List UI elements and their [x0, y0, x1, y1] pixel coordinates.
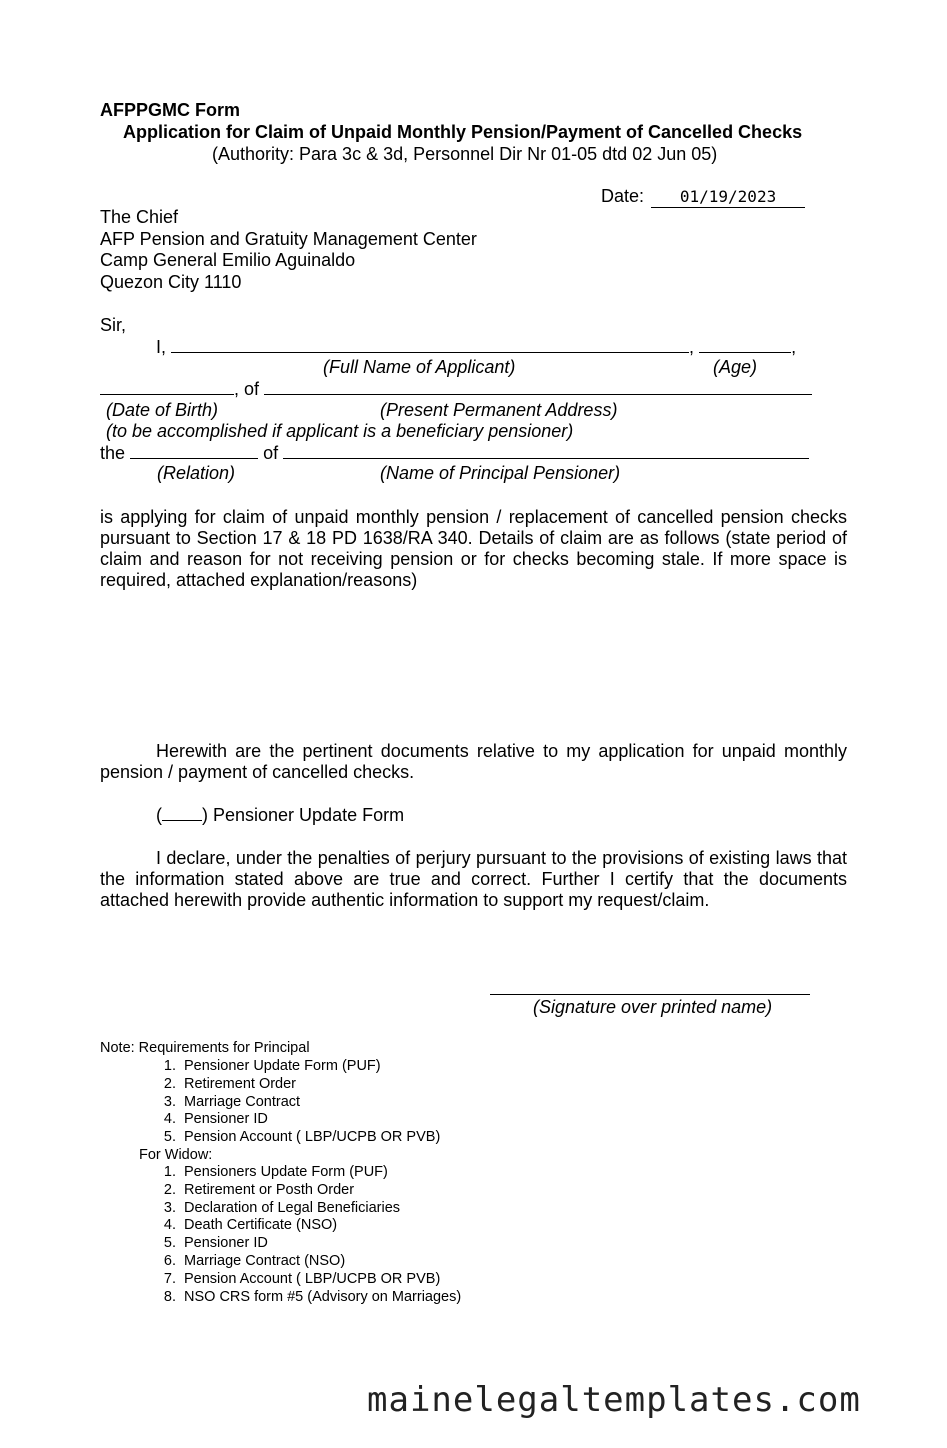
- dob-address-row: [100, 379, 812, 400]
- widow-requirements-list: [156, 1164, 461, 1306]
- relation-row: [100, 443, 809, 464]
- signature-label: (Signature over printed name): [533, 997, 773, 1017]
- list-item: 5. Pensioner ID: [163, 1235, 268, 1252]
- date-row: [601, 186, 805, 208]
- list-item: 8. NSO CRS form #5 (Advisory on Marriages): [163, 1288, 462, 1305]
- declaration-paragraph: I declare, under the penalties of perjury pursuant to the provisions of existing laws that the information stated above are true and correct. Further I certify that the documents attached herewith provide authentic information to support my request/claim.: [100, 848, 847, 910]
- pensioner-update-checkbox[interactable]: [162, 805, 202, 821]
- list-item: 5. Pension Account ( LBP/UCPB OR PVB): [163, 1129, 441, 1146]
- form-code: AFPPGMC Form: [100, 100, 241, 120]
- i-prefix: I,: [156, 337, 167, 357]
- beneficiary-note: (to be accomplished if applicant is a beneficiary pensioner): [106, 421, 574, 441]
- addressee-line-1: The Chief: [100, 207, 179, 227]
- date-field[interactable]: [651, 186, 805, 208]
- principal-label: (Name of Principal Pensioner): [380, 463, 621, 483]
- name-age-row: [156, 337, 796, 358]
- address-field[interactable]: [264, 379, 812, 395]
- addressee-line-3: Camp General Emilio Aguinaldo: [100, 250, 356, 270]
- addressee-line-2: AFP Pension and Gratuity Management Center: [100, 229, 477, 249]
- age-label: (Age): [713, 357, 758, 377]
- principal-requirements-list: [156, 1058, 440, 1147]
- full-name-label: (Full Name of Applicant): [323, 357, 516, 377]
- form-authority: (Authority: Para 3c & 3d, Personnel Dir Nr 01-05 dtd 02 Jun 05): [212, 144, 718, 164]
- age-field[interactable]: [699, 337, 791, 353]
- list-item: 1. Pensioner Update Form (PUF): [163, 1058, 381, 1074]
- of-word: , of: [234, 379, 260, 399]
- pensioner-update-checkbox-row: [156, 805, 404, 826]
- signature-line[interactable]: [490, 994, 810, 995]
- documents-paragraph: Herewith are the pertinent documents relative to my application for unpaid monthly pension / payment of cancelled checks.: [100, 741, 847, 782]
- the-word: the: [100, 443, 126, 463]
- comma-2: ,: [791, 337, 797, 357]
- relation-label: (Relation): [157, 463, 236, 483]
- principal-requirements-heading: Note: Requirements for Principal: [100, 1040, 310, 1056]
- date-value: 01/19/2023: [679, 187, 777, 206]
- address-label: (Present Permanent Address): [380, 400, 618, 420]
- list-item: 6. Marriage Contract (NSO): [163, 1252, 346, 1269]
- salutation: Sir,: [100, 315, 127, 335]
- list-item: 3. Declaration of Legal Beneficiaries: [163, 1199, 401, 1216]
- list-item: 1. Pensioners Update Form (PUF): [163, 1164, 388, 1180]
- list-item: 3. Marriage Contract: [163, 1093, 301, 1110]
- checkbox-label: ) Pensioner Update Form: [202, 805, 405, 825]
- watermark: mainelegaltemplates.com: [367, 1380, 861, 1420]
- full-name-field[interactable]: [171, 337, 689, 353]
- of-word-2: of: [263, 443, 279, 463]
- relation-field[interactable]: [130, 443, 258, 459]
- list-item: 2. Retirement Order: [163, 1075, 297, 1092]
- list-item: 2. Retirement or Posth Order: [163, 1181, 355, 1198]
- form-title: Application for Claim of Unpaid Monthly Pension/Payment of Cancelled Checks: [123, 122, 803, 142]
- list-item: 4. Pensioner ID: [163, 1111, 268, 1128]
- dob-label: (Date of Birth): [106, 400, 219, 420]
- list-item: 7. Pension Account ( LBP/UCPB OR PVB): [163, 1270, 441, 1287]
- checkbox-open: (: [156, 805, 162, 825]
- claim-paragraph: is applying for claim of unpaid monthly pension / replacement of cancelled pension checks pursuant to Section 17 & 18 PD 1638/RA 340. Details of claim are as follows (state period of claim and reason for not receiving pension or for checks becoming stale. If more space is required, attached explanation/reasons): [100, 507, 847, 590]
- addressee-line-4: Quezon City 1110: [100, 272, 242, 292]
- date-label: Date:: [601, 186, 645, 206]
- date-of-birth-field[interactable]: [100, 379, 234, 395]
- comma-1: ,: [689, 337, 695, 357]
- principal-pensioner-field[interactable]: [283, 443, 809, 459]
- widow-requirements-heading: For Widow:: [139, 1147, 213, 1163]
- list-item: 4. Death Certificate (NSO): [163, 1217, 338, 1234]
